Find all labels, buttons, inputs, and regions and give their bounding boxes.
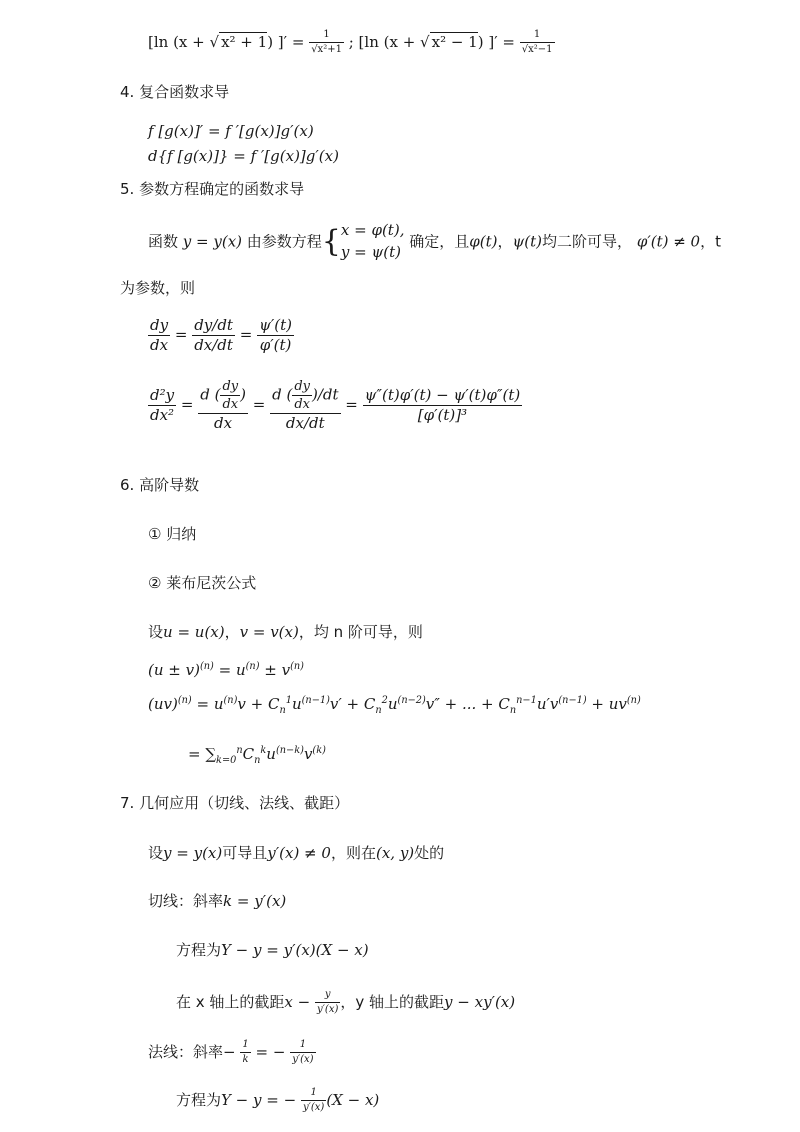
leibniz-sum-rule: $(u \pm v)^{(n)} = u^{(n)} \pm v^{(n)}$ [148,661,304,679]
geo-intro-d: 处的 [414,844,445,862]
geo-intro-a: 设 [148,844,164,862]
geo-intro-c: ，则在 [330,844,376,862]
intercepts: 在 x 轴上的截距x − $\frac{y}{y'(x)}$ ，y 轴上的截距y − xy′(x) [176,989,516,1015]
tangent-slope: 切线：斜率k = y′(x) [148,892,287,910]
geometry-intro: 设y = y(x)可导且y′(x) ≠ 0，则在(x, y)处的 [148,844,445,862]
leibniz-intro: 设u = u(x)，v = v(x)，均 n 阶可导，则 [148,623,423,641]
second-derivative-formula: $\frac{\text{d²y}}{\text{dx²}}$ = d ( $\frac{dy}{dx}$ ) dx = d ( $\frac{dy}{dx}$ )/dt dx/dt = $\frac{\psi''(t)\varphi'(t) - \psi'(t)\varphi''(t)}{\text{[φ′(t)]³}}$ [150,379,521,432]
chain-rule-formula-2: d{f [g(x)]} = f ′[g(x)]g′(x) [148,147,339,165]
chain-rule-formula-1: f [g(x)]′ = f ′[g(x)]g′(x) [148,122,314,140]
leibniz-intro-b: ，均 n 阶可导，则 [298,623,423,641]
leibniz-sum-form: = $\sum_{k=0}^nC_n^ku^{(n-k)}v^{(k)}$ [188,745,326,766]
induction-item: ① 归纳 [148,525,197,543]
leibniz-product-rule: $(uv)^{(n)} = u^{(n)}v + C_n^1u^{(n-1)}v' + C_n^2u^{(n-2)}v''$ + ... + $C_n^{n-1}u'v^{(n-1)} + uv^{(n)}$ [148,695,641,716]
param-intro-b: 由参数方程 [246,232,322,251]
ln-derivative-formulas: [ln (x + √ x² + 1) ]′ = $\frac{1}{\text{√x²+1}}$ ; [ln (x + √ x² − 1) ]′ = $\frac{1}{\text{√x²−1}}$ [148,29,553,55]
tangent-label: 切线：斜率 [148,892,224,910]
leibniz-intro-a: 设 [148,623,164,641]
first-derivative-formula: $\frac{dy}{dx}$ = $\frac{dy/dt}{dx/dt}$ = $\frac{\psi'(t)}{\varphi'(t)}$ [150,316,292,354]
section-5-heading: 5. 参数方程确定的函数求导 [120,180,305,198]
param-intro-a: 函数 [148,232,179,251]
normal-equation: 方程为Y − y = − $\frac{1}{y'(x)}$ (X − x) [176,1087,380,1113]
parametric-intro: 函数 y = y(x) 由参数方程{ x = φ(t), y = ψ(t) 确定，且φ(t)，ψ(t)均二阶可导， φ′(t) ≠ 0，t [148,221,721,261]
section-7-heading: 7. 几何应用（切线、法线、截距） [120,794,350,812]
tangent-eq-label: 方程为 [176,941,222,959]
geo-intro-b: 可导且 [222,844,268,862]
intercept-a: 在 x 轴上的截距 [176,993,285,1011]
parametric-intro-cont: 为参数，则 [120,279,196,297]
param-intro-d: 均二阶可导， [542,232,633,251]
leibniz-item: ② 莱布尼茨公式 [148,574,257,592]
normal-label: 法线：斜率 [148,1043,224,1061]
normal-eq-label: 方程为 [176,1091,222,1109]
intercept-b: ，y 轴上的截距 [340,993,445,1011]
normal-slope: 法线：斜率− $\frac{1}{k}$ = − $\frac{1}{y'(x)}$ [148,1039,314,1065]
tangent-equation: 方程为Y − y = y′(x)(X − x) [176,941,369,959]
section-6-heading: 6. 高阶导数 [120,476,200,494]
section-4-heading: 4. 复合函数求导 [120,83,230,101]
param-intro-c: 确定，且 [409,232,470,251]
